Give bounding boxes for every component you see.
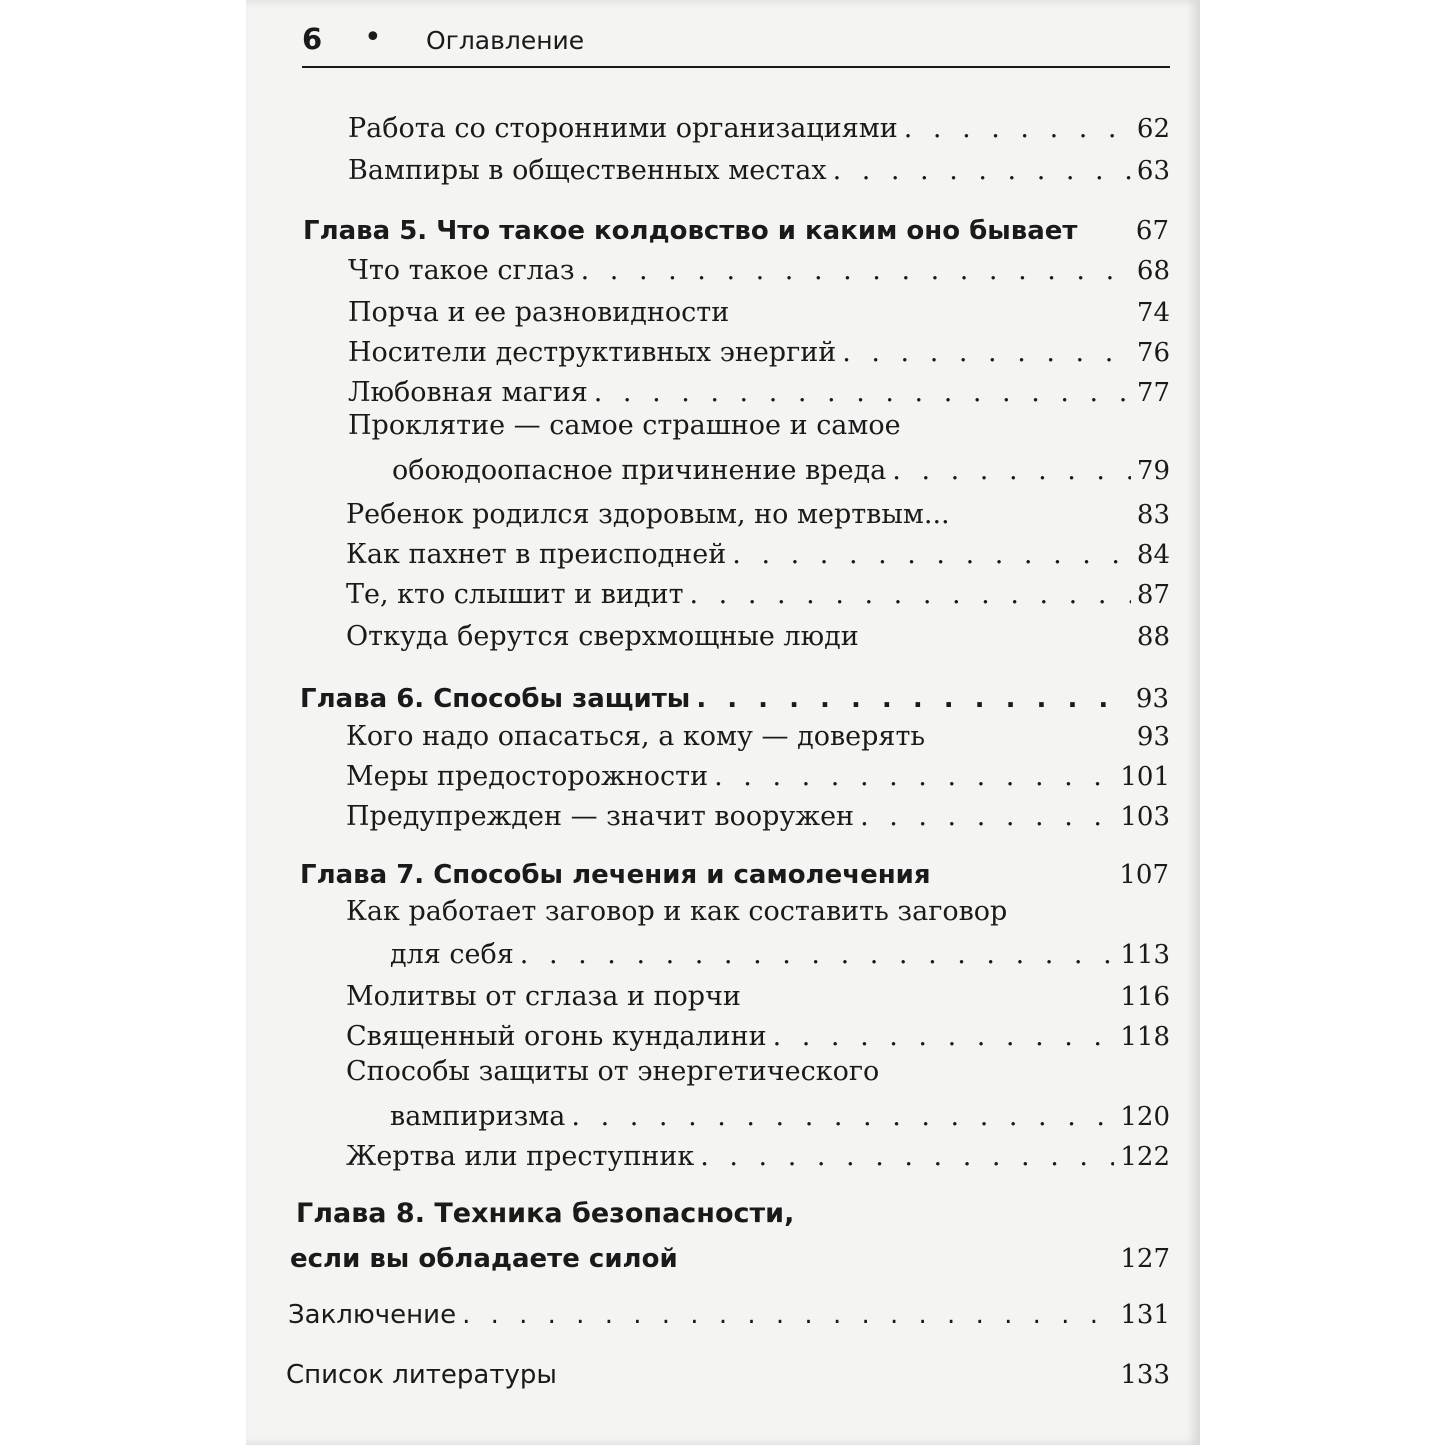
toc-entry: Жертва или преступник . . . 122 (346, 1138, 1170, 1172)
page-number: 6 (302, 22, 323, 56)
toc-entry: Заключение . . . 131 (288, 1296, 1170, 1330)
toc-entry: Священный огонь кундалини . . . 118 (346, 1018, 1170, 1052)
toc-entry: Как пахнет в преисподней . . . 84 (346, 536, 1170, 570)
toc-entry-line1: Проклятие — самое страшное и самое (348, 410, 901, 441)
toc-entry: Порча и ее разновидности 74 (348, 297, 1170, 328)
toc-chapter: Глава 5. Что такое колдовство и каким оно бывает 67 (303, 216, 1169, 246)
toc-entry: для себя . . . 113 (390, 936, 1170, 970)
toc-entry: Что такое сглаз . . . 68 (348, 252, 1170, 286)
toc-entry: Кого надо опасаться, а кому — доверять 93 (346, 721, 1170, 752)
toc-entry: Ребенок родился здоровым, но мертвым... 83 (346, 499, 1170, 530)
toc-entry: вампиризма . . . 120 (390, 1098, 1170, 1132)
toc-chapter: если вы обладаете силой 127 (290, 1244, 1170, 1274)
toc-entry: Откуда берутся сверхмощные люди 88 (346, 621, 1170, 652)
toc-entry-line1: Способы защиты от энергетического (346, 1056, 880, 1087)
toc-chapter: Глава 6. Способы защиты . . . 93 (300, 680, 1169, 714)
toc-entry-line1: Как работает заговор и как составить заговор (346, 896, 1008, 927)
toc-entry: Те, кто слышит и видит . . . 87 (346, 576, 1170, 610)
toc-chapter: Глава 7. Способы лечения и самолечения 107 (300, 860, 1169, 890)
toc-entry: Меры предосторожности . . . 101 (346, 758, 1170, 792)
toc-chapter-line1: Глава 8. Техника безопасности, (296, 1198, 795, 1229)
toc-entry: Любовная магия . . . 77 (348, 374, 1170, 408)
toc-entry: Список литературы 133 (286, 1360, 1170, 1390)
toc-entry: Вампиры в общественных местах . . . 63 (348, 152, 1170, 186)
toc-entry: Молитвы от сглаза и порчи 116 (346, 981, 1170, 1012)
toc-entry: Предупрежден — значит вооружен . . . 103 (346, 798, 1170, 832)
toc-entry: обоюдоопасное причинение вреда . . . 79 (392, 452, 1170, 486)
running-title: Оглавление (426, 26, 585, 55)
toc-entry: Работа со сторонними организациями . . . 62 (348, 110, 1170, 144)
toc-entry: Носители деструктивных энергий . . . 76 (348, 334, 1170, 368)
header-bullet: • (364, 20, 382, 55)
